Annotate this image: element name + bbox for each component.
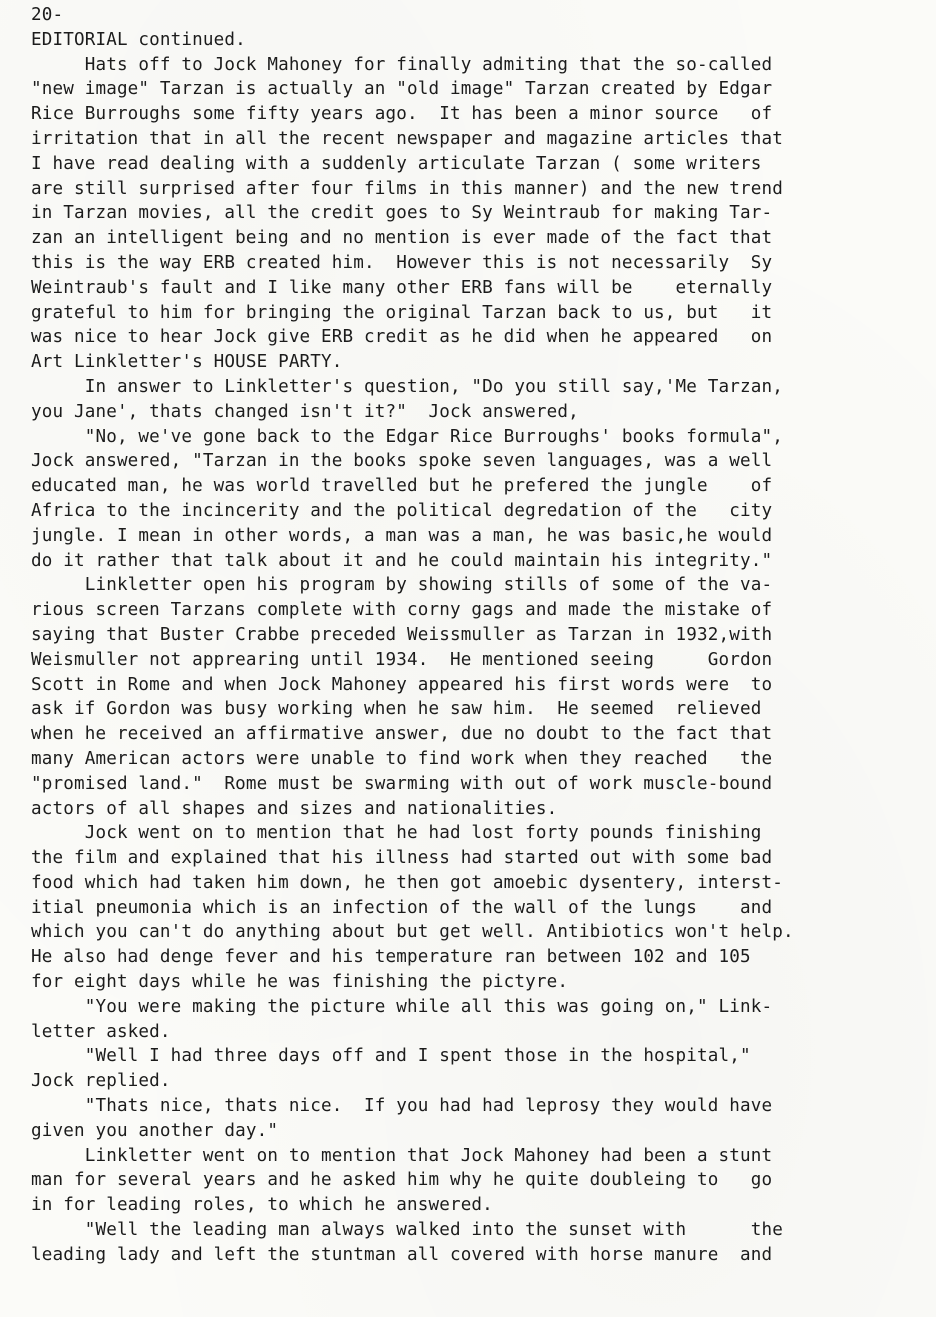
text-line: Hats off to Jock Mahoney for finally admiting that the so-called <box>31 54 773 75</box>
text-line: Rice Burroughs some fifty years ago. It has been a minor source of <box>31 104 773 125</box>
text-line: leading lady and left the stuntman all covered with horse manure and <box>31 1244 773 1265</box>
text-line: itial pneumonia which is an infection of the wall of the lungs and <box>31 897 773 918</box>
text-line: given you another day." <box>31 1120 279 1141</box>
text-line: for eight days while he was finishing the pictyre. <box>31 972 569 993</box>
text-line: Weismuller not apprearing until 1934. He mentioned seeing Gordon <box>31 649 773 670</box>
text-line: educated man, he was world travelled but he prefered the jungle of <box>31 476 773 497</box>
text-line: "Well I had three days off and I spent those in the hospital," <box>31 1046 751 1067</box>
text-line: Africa to the incincerity and the political degredation of the city <box>31 500 773 521</box>
text-line: which you can't do anything about but get well. Antibiotics won't help. <box>31 922 794 943</box>
text-line: rious screen Tarzans complete with corny gags and made the mistake of <box>31 600 773 621</box>
page-number: 20- <box>31 5 64 25</box>
text-line: the film and explained that his illness had started out with some bad <box>31 848 773 869</box>
text-line: in for leading roles, to which he answered. <box>31 1195 493 1216</box>
text-line: Linkletter open his program by showing stills of some of the va- <box>31 575 773 596</box>
text-line: "promised land." Rome must be swarming with out of work muscle-bound <box>31 773 773 794</box>
text-line: Weintraub's fault and I like many other ERB fans will be eternally <box>31 277 773 298</box>
text-line: do it rather that talk about it and he could maintain his integrity." <box>31 550 773 571</box>
text-line: many American actors were unable to find work when they reached the <box>31 748 773 769</box>
text-line: jungle. I mean in other words, a man was a man, he was basic,he would <box>31 525 773 546</box>
text-line: "Thats nice, thats nice. If you had had leprosy they would have <box>31 1096 773 1117</box>
text-line: Scott in Rome and when Jock Mahoney appeared his first words were to <box>31 674 773 695</box>
text-line: I have read dealing with a suddenly articulate Tarzan ( some writers <box>31 153 762 174</box>
text-line: actors of all shapes and sizes and nationalities. <box>31 798 558 819</box>
text-line: "No, we've gone back to the Edgar Rice Burroughs' books formula", <box>31 426 783 447</box>
text-line: ask if Gordon was busy working when he saw him. He seemed relieved <box>31 699 762 720</box>
text-line: Jock replied. <box>31 1071 171 1092</box>
text-line: He also had denge fever and his temperature ran between 102 and 105 <box>31 947 751 968</box>
text-line: "Well the leading man always walked into the sunset with the <box>31 1220 783 1241</box>
text-line: saying that Buster Crabbe preceded Weissmuller as Tarzan in 1932,with <box>31 624 773 645</box>
text-line: zan an intelligent being and no mention is ever made of the fact that <box>31 228 773 249</box>
editorial-body <box>31 53 901 1268</box>
text-line: food which had taken him down, he then got amoebic dysentery, interst- <box>31 872 783 893</box>
section-heading: EDITORIAL continued. <box>31 29 246 50</box>
text-line: in Tarzan movies, all the credit goes to Sy Weintraub for making Tar- <box>31 203 773 224</box>
text-line: "new image" Tarzan is actually an "old image" Tarzan created by Edgar <box>31 79 773 100</box>
text-line: In answer to Linkletter's question, "Do you still say,'Me Tarzan, <box>31 376 783 397</box>
text-line: are still surprised after four films in this manner) and the new trend <box>31 178 783 199</box>
text-line: Jock answered, "Tarzan in the books spoke seven languages, was a well <box>31 451 773 472</box>
text-line: when he received an affirmative answer, due no doubt to the fact that <box>31 724 773 745</box>
text-line: Linkletter went on to mention that Jock Mahoney had been a stunt <box>31 1145 773 1166</box>
text-line: this is the way ERB created him. However this is not necessarily Sy <box>31 252 773 273</box>
text-line: man for several years and he asked him why he quite doubleing to go <box>31 1170 773 1191</box>
text-line: Jock went on to mention that he had lost forty pounds finishing <box>31 823 762 844</box>
text-line: "You were making the picture while all this was going on," Link- <box>31 996 773 1017</box>
text-line: you Jane', thats changed isn't it?" Jock answered, <box>31 401 579 422</box>
text-line: Art Linkletter's HOUSE PARTY. <box>31 352 343 373</box>
text-line: was nice to hear Jock give ERB credit as he did when he appeared on <box>31 327 773 348</box>
text-line: irritation that in all the recent newspaper and magazine articles that <box>31 128 783 149</box>
text-line: letter asked. <box>31 1021 171 1042</box>
text-line: grateful to him for bringing the original Tarzan back to us, but it <box>31 302 773 323</box>
typewritten-text <box>31 3 901 1268</box>
